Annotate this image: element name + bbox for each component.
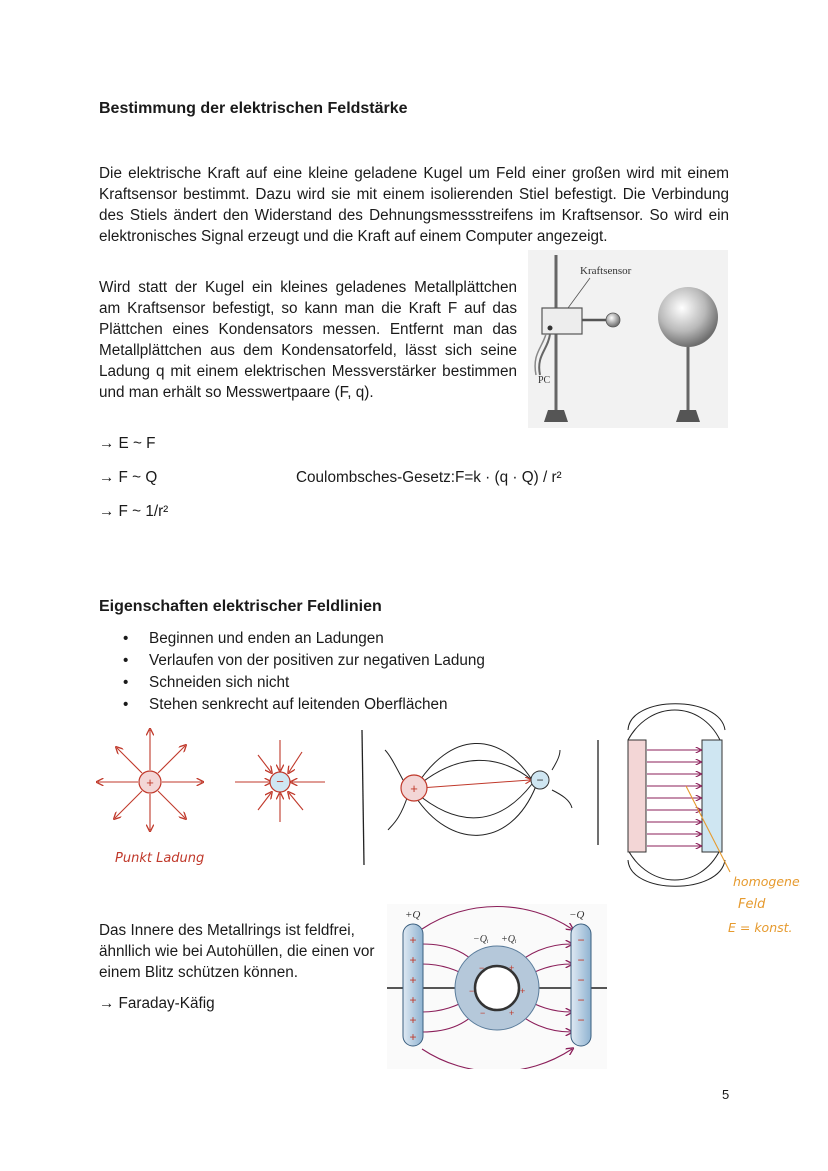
- dipole-field: [385, 743, 572, 835]
- coulomb-law: Coulombsches-Gesetz:F=k · (q · Q) / r²: [296, 469, 562, 486]
- svg-text:−: −: [577, 1013, 585, 1027]
- paragraph-faraday: Das Innere des Metallrings ist feldfrei, ähnllich wie bei Autohüllen, die einen vor einem Blitz schützen können.: [99, 922, 375, 981]
- svg-text:−: −: [577, 993, 585, 1007]
- point-charge-label: Punkt Ladung: [115, 851, 205, 866]
- svg-text:−: −: [479, 963, 485, 973]
- negative-point-charge: [235, 740, 325, 822]
- svg-text:−: −: [577, 953, 585, 967]
- force-sensor-figure: [528, 250, 728, 428]
- label-plus-q: +Q: [405, 909, 421, 921]
- svg-text:+: +: [509, 963, 515, 973]
- capacitor-field: [628, 704, 730, 887]
- positive-point-charge: [98, 730, 202, 830]
- svg-text:−: −: [469, 986, 475, 996]
- label-plus-qi: +Qᵢ: [501, 934, 517, 945]
- homogeneous-label-1: homogenes: [733, 874, 800, 889]
- list-item: • Schneiden sich nicht: [99, 672, 599, 694]
- svg-text:+: +: [509, 1008, 515, 1018]
- relation-f-q: → F ~ Q: [99, 469, 158, 486]
- sketch-divider: [362, 730, 364, 865]
- label-minus-q: −Q: [569, 909, 585, 921]
- page-number: 5: [722, 1087, 730, 1102]
- paragraph-force-sensor: Die elektrische Kraft auf eine kleine geladene Kugel um Feld einer großen wird mit einem Kraftsensor bestimmt. Dazu wird sie mit einem isolierenden Stiel befestigt. Die Verbindung des Stiels ändert den Widerstand des Dehnungsmessstreifens im Kraftsensor. So wird ein elektronisches Signal erzeugt und die Kraft auf einem Computer angezeigt.: [99, 165, 729, 245]
- svg-text:+: +: [520, 986, 526, 996]
- section-title-field-strength: Bestimmung der elektrischen Feldstärke: [99, 100, 408, 117]
- section-title-field-lines: Eigenschaften elektrischer Feldlinien: [99, 598, 382, 615]
- list-item: • Stehen senkrecht auf leitenden Oberflächen: [99, 694, 599, 716]
- list-item: • Beginnen und enden an Ladungen: [99, 628, 599, 650]
- svg-text:−: −: [577, 933, 585, 947]
- plus-sign: +: [410, 781, 418, 796]
- svg-text:+: +: [409, 953, 417, 967]
- plus-sign: +: [146, 775, 154, 790]
- svg-text:−: −: [577, 973, 585, 987]
- svg-text:+: +: [409, 933, 417, 947]
- homogeneous-label-3: E = konst.: [728, 920, 793, 935]
- svg-text:+: +: [409, 993, 417, 1007]
- faraday-cage-note: → Faraday-Käfig: [99, 995, 215, 1012]
- svg-text:+: +: [409, 1013, 417, 1027]
- label-minus-qi: −Qᵢ: [473, 934, 489, 945]
- relation-e-f: → E ~ F: [99, 435, 156, 452]
- svg-text:+: +: [409, 973, 417, 987]
- list-item: • Verlaufen von der positiven zur negativen Ladung: [99, 650, 599, 672]
- minus-sign: −: [536, 773, 544, 787]
- relation-f-r: → F ~ 1/r²: [99, 503, 169, 520]
- sensor-label: Kraftsensor: [580, 265, 632, 277]
- paragraph-metal-plate: Wird statt der Kugel ein kleines geladenes Metallplättchen am Kraftsensor befestigt, so kann man die Kraft F auf das Plättchen eines Kondensators messen. Entfernt man das Metallplättchen aus dem Kondensatorfeld, lässt sich seine Ladung q mit einem elektrischen Messverstärker bestimmen und man erhält so Messwertpaare (F, q).: [99, 279, 517, 401]
- metal-ring-figure: [387, 904, 607, 1069]
- svg-text:−: −: [480, 1008, 486, 1018]
- pc-label: PC: [538, 375, 551, 386]
- svg-text:+: +: [409, 1030, 417, 1044]
- minus-sign: −: [276, 774, 284, 789]
- homogeneous-label-2: Feld: [738, 897, 766, 912]
